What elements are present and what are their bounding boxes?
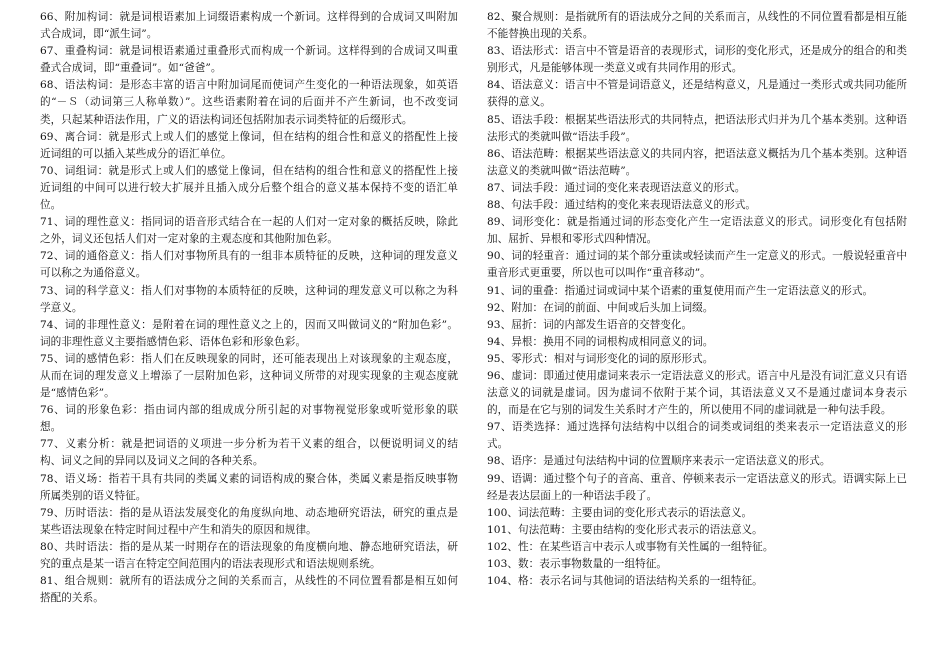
right-column: [487, 9, 907, 590]
glossary-entry: 86、语法范畴：根据某些语法意义的共同内容，把语法意义概括为几个基本类别。这种语法意义的类就叫做“语法范畴”。: [487, 147, 907, 177]
glossary-entry: 101、句法范畴：主要由结构的变化形式表示的语法意义。: [487, 523, 763, 536]
glossary-entry: 69、离合词：就是形式上或人们的感觉上像词，但在结构的组合性和意义的搭配性上接近词组的可以插入某些成分的语汇单位。: [40, 130, 458, 160]
glossary-entry: 77、义素分析：就是把词语的义项进一步分析为若干义素的组合，以便说明词义的结构、词义之间的异同以及词义之间的各种关系。: [40, 438, 458, 468]
glossary-entry: 103、数：表示事物数量的一组特征。: [487, 558, 668, 570]
glossary-entry: 90、词的轻重音：通过词的某个部分重读或轻读而产生一定意义的形式。一般说轻重音中重音形式更重要，所以也可以叫作“重音移动”。: [487, 250, 907, 280]
glossary-entry: 68、语法构词：是形态丰富的语言中附加词尾而使词产生变化的一种语法现象，如英语的“－Ｓ（动词第三人称单数）”。这些语素附着在词的后面并不产生新词，也不改变词类，只起某种语法作用，广义的语法构词还包括附加表示词类特征的后缀形式。: [40, 79, 458, 126]
glossary-entry: 88、句法手段：通过结构的变化来表现语法意义的形式。: [487, 199, 757, 212]
glossary-entry: 91、词的重叠：指通过词或词中某个语素的重复使用而产生一定语法意义的形式。: [487, 284, 874, 297]
glossary-entry: 96、虚词：即通过使用虚词来表示一定语法意义的形式。语言中凡是没有词汇意义只有语法意义的词就是虚词。因为虚词不依附于某个词，其语法意义又不是通过虚词本身表示的，而是在它与别的词发生关系时才产生的，所以使用不同的虚词就是一种句法手段。: [487, 369, 907, 417]
glossary-entry: 84、语法意义：语言中不管是词语意义，还是结构意义，凡是通过一类形式或共同功能所获得的意义。: [487, 79, 907, 109]
glossary-entry: 72、词的通俗意义：指人们对事物所具有的一组非本质特征的反映，这种词的理发意义可以称之为通俗意义。: [40, 250, 458, 280]
glossary-entry: 83、语法形式：语言中不管是语音的表现形式，词形的变化形式，还是成分的组合的和类别形式，凡是能够体现一类意义或有共同作用的形式。: [487, 45, 907, 75]
glossary-entry: 81、组合规则：就所有的语法成分之间的关系而言，从线性的不同位置看都是相互如何搭配的关系。: [40, 575, 458, 605]
glossary-entry: 98、语序：是通过句法结构中词的位置顺序来表示一定语法意义的形式。: [487, 455, 831, 468]
left-column: [40, 9, 458, 607]
glossary-entry: 104、格：表示名词与其他词的语法结构关系的一组特征。: [487, 575, 763, 588]
glossary-entry: 97、语类选择：通过选择句法结构中以组合的词类或词组的类来表示一定语法意义的形式。: [487, 421, 907, 451]
glossary-entry: 66、附加构词：就是词根语素加上词缀语素构成一个新词。这样得到的合成词又叫附加式合成词，即“派生词”。: [40, 11, 458, 41]
glossary-entry: 78、语义场：指若干具有共同的类属义素的词语构成的聚合体，类属义素是指反映事物所属类别的语义特征。: [40, 472, 458, 502]
glossary-entry: 76、词的形象色彩：指由词内部的组成成分所引起的对事物视觉形象或听觉形象的联想。: [40, 404, 458, 434]
glossary-entry: 80、共时语法：指的是从某一时期存在的语法现象的角度横向地、静态地研究语法，研究的重点是某一语言在特定空间范围内的语法表现形式和语法规则系统。: [40, 540, 458, 570]
glossary-entry: 73、词的科学意义：指人们对事物的本质特征的反映，这种词的理发意义可以称之为科学意义。: [40, 284, 458, 314]
glossary-entry: 100、词法范畴：主要由词的变化形式表示的语法意义。: [487, 506, 753, 519]
glossary-entry: 99、语调：通过整个句子的音高、重音、停顿来表示一定语法意义的形式。语调实际上已经是表达层面上的一种语法手段了。: [487, 472, 907, 502]
glossary-entry: 82、聚合规则：是指就所有的语法成分之间的关系而言，从线性的不同位置看都是相互能不能替换出现的关系。: [487, 11, 907, 41]
glossary-entry: 70、词组词：就是形式上或人们的感觉上像词，但在结构的组合性和意义的搭配性上接近词组的中间可以进行较大扩展并且插入成分后整个组合的意义基本保持不变的语汇单位。: [40, 164, 458, 212]
glossary-entry: 89、词形变化：就是指通过词的形态变化产生一定语法意义的形式。词形变化有包括附加、屈折、异根和零形式四种情况。: [487, 216, 907, 246]
glossary-entry: 71、词的理性意义：指同词的语音形式结合在一起的人们对一定对象的概括反映，除此之外，词义还包括人们对一定对象的主观态度和其他附加色彩。: [40, 216, 458, 246]
glossary-entry: 85、语法手段：根据某些语法形式的共同特点，把语法形式归并为几个基本类别。这种语法形式的类就叫做“语法手段”。: [487, 113, 907, 143]
glossary-entry: 95、零形式：相对与词形变化的词的原形形式。: [487, 352, 714, 365]
glossary-entry: 87、词法手段：通过词的变化来表现语法意义的形式。: [487, 181, 746, 194]
glossary-entry: 75、词的感情色彩：指人们在反映现象的同时，还可能表现出上对该现象的主观态度，从而在词的理发意义上增添了一层附加色彩，这种词义所带的对现实现象的主观态度就是“感情色彩”。: [40, 352, 458, 400]
glossary-entry: 102、性：在某些语言中表示人或事物有关性属的一组特征。: [487, 540, 774, 553]
glossary-entry: 67、重叠构词：就是词根语素通过重叠形式而构成一个新词。这样得到的合成词又叫重叠式合成词，即“重叠词”。如“爸爸”。: [40, 45, 458, 75]
glossary-entry: 79、历时语法：指的是从语法发展变化的角度纵向地、动态地研究语法，研究的重点是某些语法现象在特定时间过程中产生和消失的原因和规律。: [40, 506, 458, 536]
glossary-entry: 93、屈折：词的内部发生语音的交替变化。: [487, 318, 693, 331]
glossary-entry: 94、异根：换用不同的词根构成相同意义的词。: [487, 335, 714, 348]
glossary-entry: 74、词的非理性意义：是附着在词的理性意义之上的，因而又叫做词义的“附加色彩”。词的非理性意义主要指感情色彩、语体色彩和形象色彩。: [40, 318, 458, 348]
glossary-entry: 92、附加：在词的前面、中间或后头加上词缀。: [487, 301, 714, 314]
